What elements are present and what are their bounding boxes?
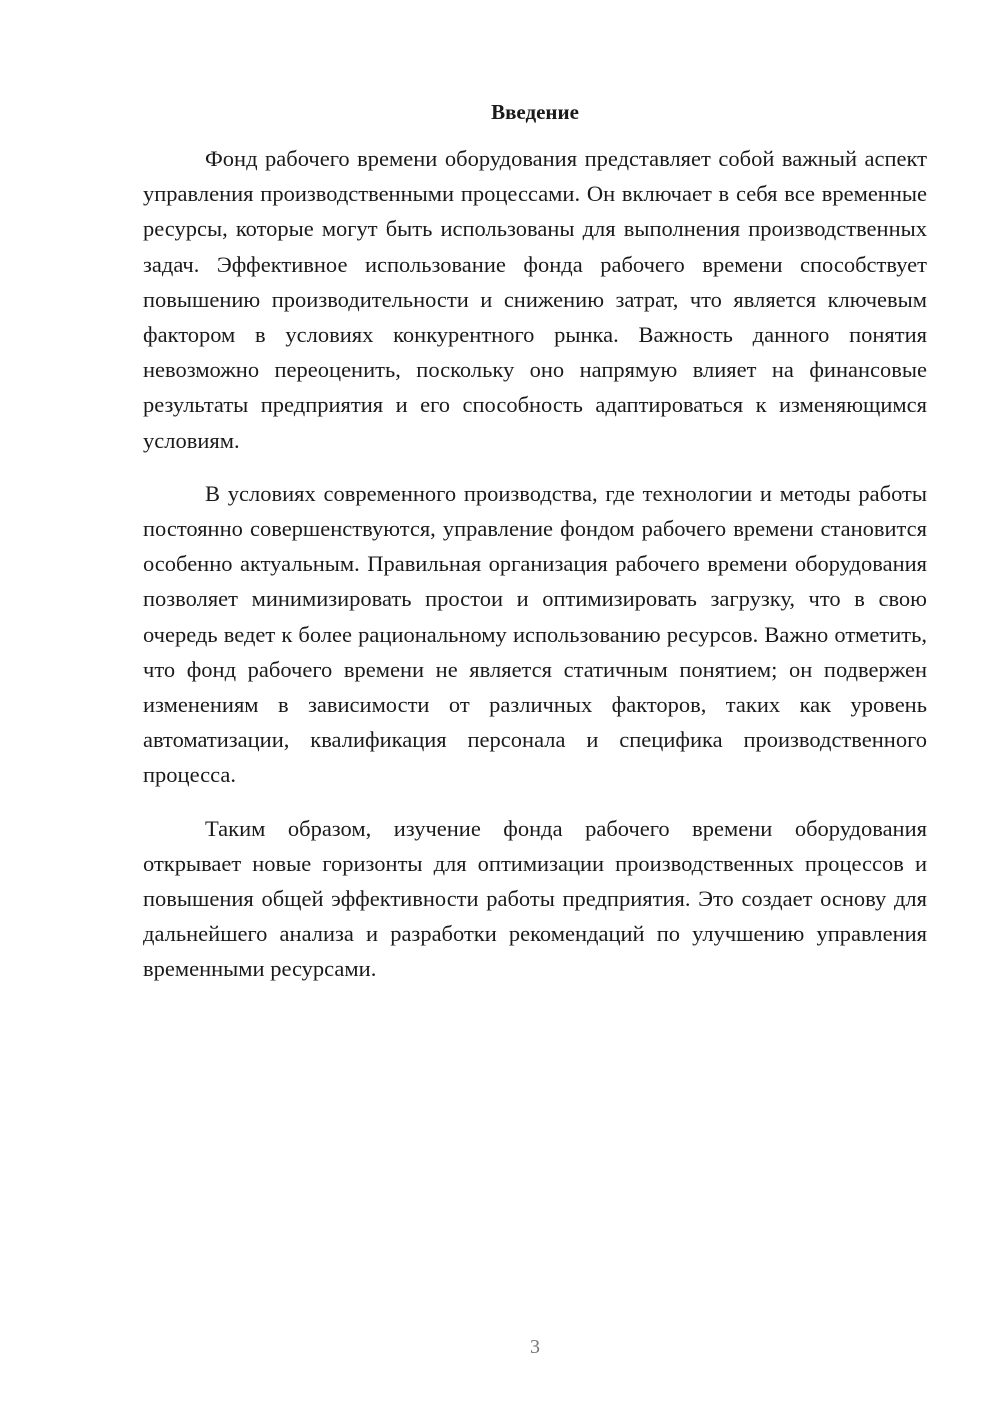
section-heading: Введение xyxy=(491,100,579,124)
page-number: 3 xyxy=(530,1336,540,1358)
paragraph-2: В условиях современного производства, где технологии и методы работы постоянно совершенствуются, управление фондом рабочего времени становится особенно актуальным. Правильная организация рабочего времени оборудования позволяет минимизировать простои и оптимизировать загрузку, что в свою очередь ведет к более рациональному использованию ресурсов. Важно отметить, что фонд рабочего времени не является статичным понятием; он подвержен изменениям в зависимости от различных факторов, таких как уровень автоматизации, квалификация персонала и специфика производственного процесса. xyxy=(143,480,927,788)
paragraph-3: Таким образом, изучение фонда рабочего времени оборудования открывает новые горизонты для оптимизации производственных процессов и повышения общей эффективности работы предприятия. Это создает основу для дальнейшего анализа и разработки рекомендаций по улучшению управления временными ресурсами. xyxy=(143,815,927,982)
paragraph-1: Фонд рабочего времени оборудования представляет собой важный аспект управления производственными процессами. Он включает в себя все временные ресурсы, которые могут быть использованы для выполнения производственных задач. Эффективное использование фонда рабочего времени способствует повышению производительности и снижению затрат, что является ключевым фактором в условиях конкурентного рынка. Важность данного понятия невозможно переоценить, поскольку оно напрямую влияет на финансовые результаты предприятия и его способность адаптироваться к изменяющимся условиям. xyxy=(143,146,927,453)
body-text xyxy=(143,141,927,987)
